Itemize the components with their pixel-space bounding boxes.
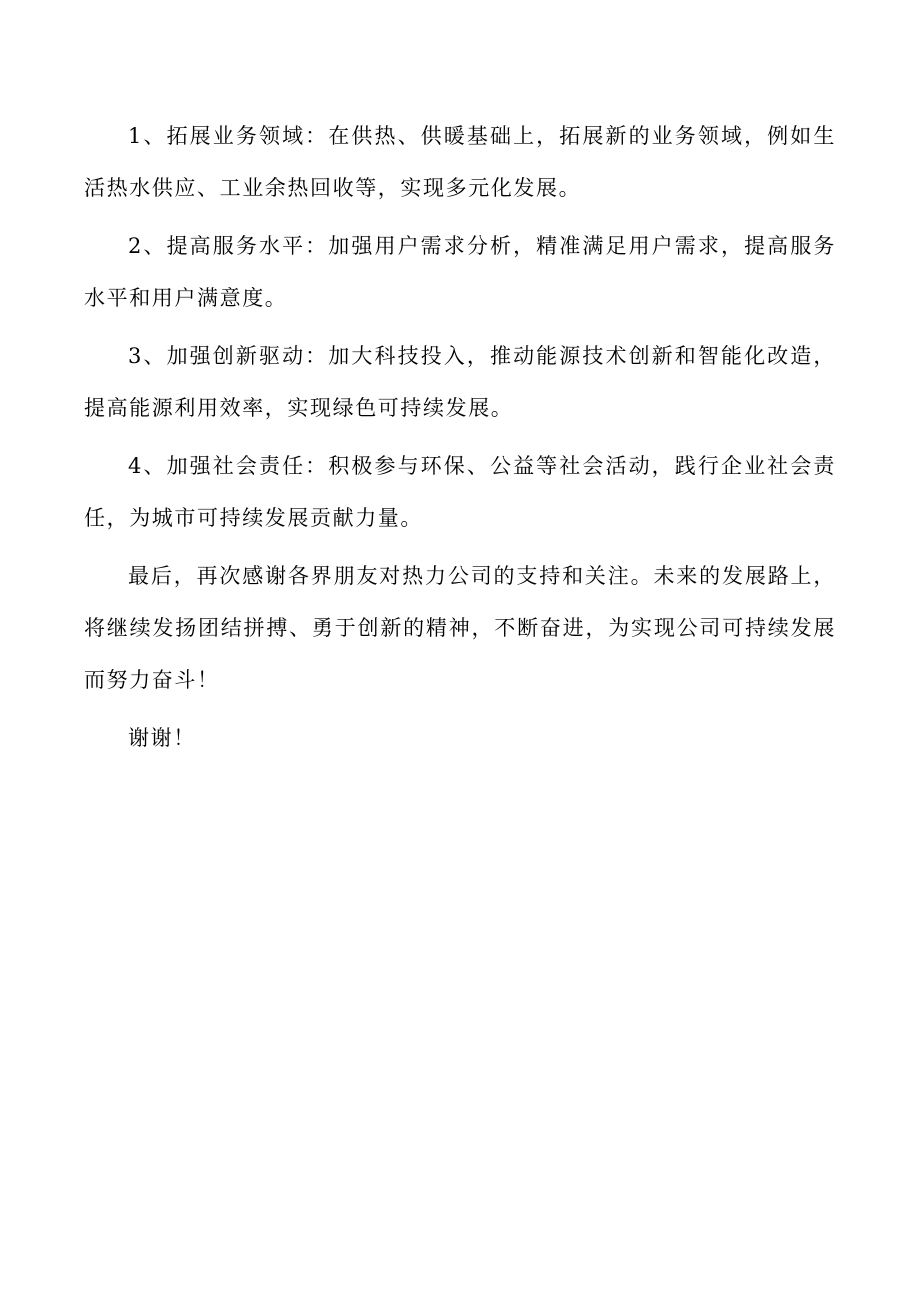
paragraph-thanks: 谢谢！: [128, 726, 196, 750]
paragraph-expand-business: 1、拓展业务领域：在供热、供暖基础上，拓展新的业务领域，例如生活热水供应、工业余热回收等，实现多元化发展。: [84, 124, 836, 200]
paragraph-innovation: 3、加强创新驱动：加大科技投入，推动能源技术创新和智能化改造，提高能源利用效率，实现绿色可持续发展。: [84, 344, 836, 420]
document-body: [84, 110, 836, 770]
paragraph-improve-service: 2、提高服务水平：加强用户需求分析，精准满足用户需求，提高服务水平和用户满意度。: [84, 234, 836, 310]
paragraph-conclusion: 最后，再次感谢各界朋友对热力公司的支持和关注。未来的发展路上，将继续发扬团结拼搏、勇于创新的精神，不断奋进，为实现公司可持续发展而努力奋斗！: [84, 564, 836, 692]
paragraph-social-responsibility: 4、加强社会责任：积极参与环保、公益等社会活动，践行企业社会责任，为城市可持续发展贡献力量。: [84, 454, 836, 530]
